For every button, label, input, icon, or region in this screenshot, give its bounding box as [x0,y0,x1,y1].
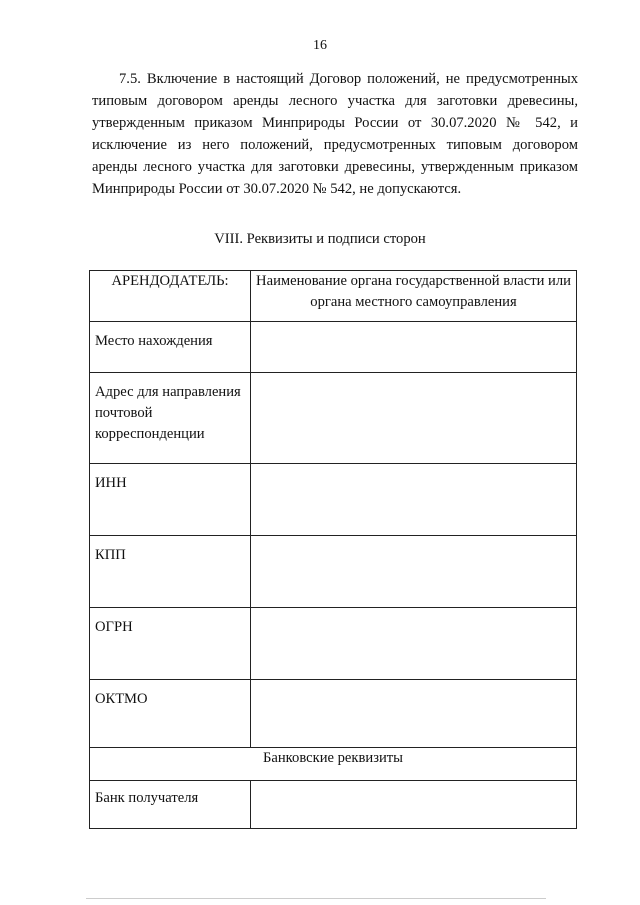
row-value-inn[interactable] [251,464,577,536]
table-row-location [90,322,577,373]
table-row-ogrn [90,608,577,680]
row-label: ОКТМО [90,680,251,748]
row-value-ogrn[interactable] [251,608,577,680]
clause-7-5: 7.5. Включение в настоящий Договор положений, не предусмотренных типовым договором аренды лесного участка для заготовки древесины, утвержденным приказом Минприроды России от 30.07.2020 № 542, и исключение из него положений, предусмотренных типовым договором аренды лесного участка для заготовки древесины, утвержденным приказом Минприроды России от 30.07.2020 № 542, не допускаются. [92,71,578,197]
section-title: VIII. Реквизиты и подписи сторон [214,231,426,247]
row-value-postal-address[interactable] [251,373,577,464]
table-row-postal-address [90,373,577,464]
table-row-kpp [90,536,577,608]
row-value-bank[interactable] [251,781,577,829]
row-label: Место нахождения [90,322,251,373]
row-value-kpp[interactable] [251,536,577,608]
row-value-location[interactable] [251,322,577,373]
row-label: ИНН [90,464,251,536]
row-label: КПП [90,536,251,608]
table-row-inn [90,464,577,536]
lessor-header: АРЕНДОДАТЕЛЬ: [90,271,251,322]
row-label: Банк получателя [90,781,251,829]
row-label: ОГРН [90,608,251,680]
table-header-row [90,271,577,322]
scan-edge-line [86,898,546,899]
page-number: 16 [313,38,327,53]
table-row-oktmo [90,680,577,748]
row-label: Адрес для направления почтовой корреспонденции [90,373,251,464]
authority-name-header: Наименование органа государственной власти или органа местного самоуправления [251,271,577,322]
table-row-bank [90,781,577,829]
table-row-bank-header [90,748,577,781]
requisites-table [89,270,577,829]
row-value-oktmo[interactable] [251,680,577,748]
bank-details-header: Банковские реквизиты [90,748,577,781]
